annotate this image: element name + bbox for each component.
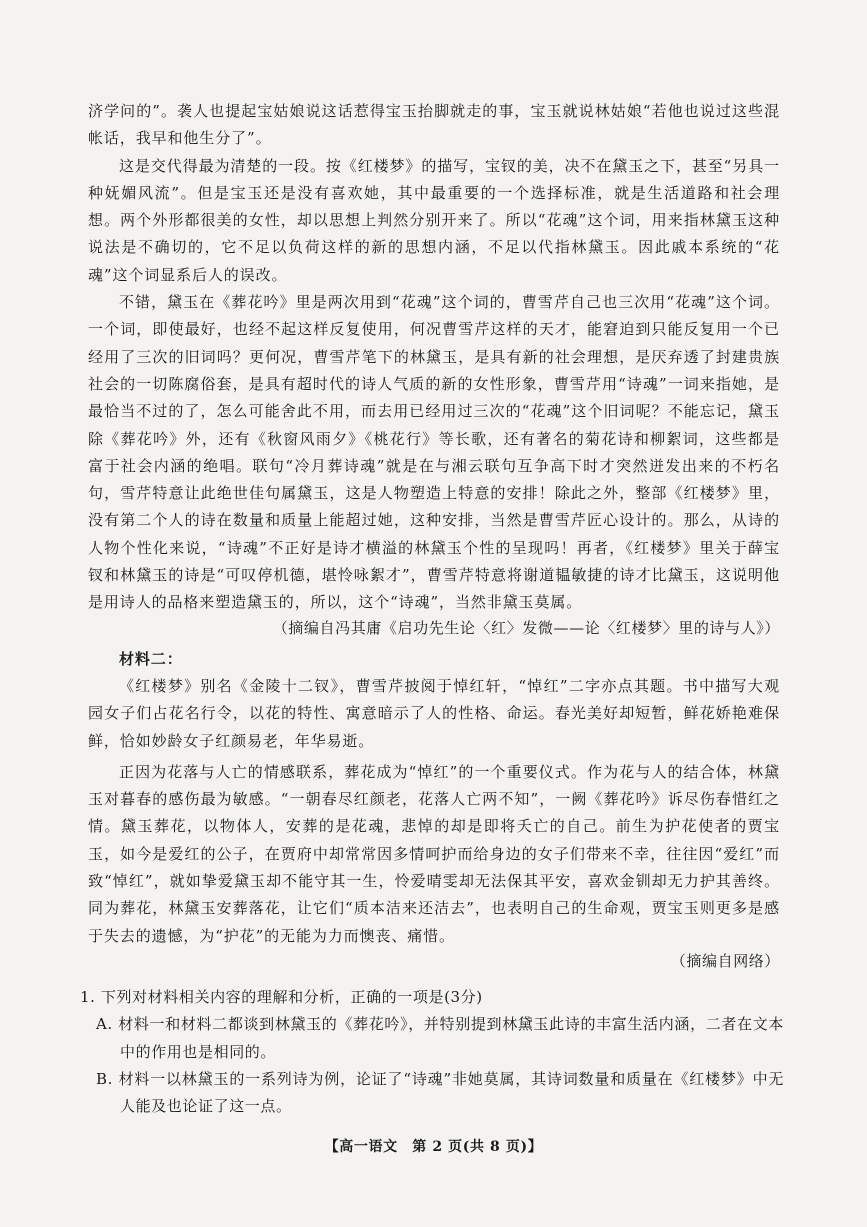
question-stem: 1. 下列对材料相关内容的理解和分析，正确的一项是(3分)	[80, 988, 483, 1006]
option-b: B. 材料一以林黛玉的一系列诗为例，论证了“诗魂”非她莫属，其诗词数量和质量在《红楼梦》中无人能及也论证了这一点。	[96, 1069, 784, 1116]
question-1	[80, 984, 784, 1120]
paragraph: 这是交代得最为清楚的一段。按《红楼梦》的描写，宝钗的美，决不在黛玉之下，甚至“另具一种妩媚风流”。但是宝玉还是没有喜欢她，其中最重要的一个选择标准，就是生活道路和社会理想。两个外形都很美的女性，却以思想上判然分别开来了。所以“花魂”这个词，用来指林黛玉这种说法是不确切的，它不足以负荷这样的新的思想内涵，不足以代指林黛玉。因此戚本系统的“花魂”这个词显系后人的误改。	[88, 156, 780, 284]
material1-tail	[88, 98, 780, 638]
material2	[88, 648, 780, 971]
option-a: A. 材料一和材料二都谈到林黛玉的《葬花吟》，并特别提到林黛玉此诗的丰富生活内涵，二者在文本中的作用也是相同的。	[96, 1015, 784, 1061]
source-citation: （摘编自冯其庸《启功先生论〈红〉发微——论〈红楼梦〉里的诗与人》）	[272, 618, 780, 637]
paragraph: 不错，黛玉在《葬花吟》里是两次用到“花魂”这个词的，曹雪芹自己也三次用“花魂”这个词。一个词，即使最好，也经不起这样反复使用，何况曹雪芹这样的天才，能窘迫到只能反复用一个已经用了三次的旧词吗？更何况，曹雪芹笔下的林黛玉，是具有新的社会理想，是厌弃透了封建贵族社会的一切陈腐俗套，是具有超时代的诗人气质的新的女性形象，曹雪芹用“诗魂”一词来指她，是最恰当不过的了，怎么可能舍此不用，而去用已经用过三次的“花魂”这个旧词呢？不能忘记，黛玉除《葬花吟》外，还有《秋窗风雨夕》《桃花行》等长歌，还有著名的菊花诗和柳絮词，这些都是富于社会内涵的绝唱。联句“冷月葬诗魂”就是在与湘云联句互争高下时才突然迸发出来的不朽名句，雪芹特意让此绝世佳句属黛玉，这是人物塑造上特意的安排！除此之外，整部《红楼梦》里，没有第二个人的诗在数量和质量上能超过她，这种安排，当然是曹雪芹匠心设计的。那么，从诗的人物个性化来说，“诗魂”不正好是诗才横溢的林黛玉个性的呈现吗！再者，《红楼梦》里关于薛宝钗和林黛玉的诗是“可叹停机德，堪怜咏絮才”，曹雪芹特意将谢道韫敏捷的诗才比黛玉，这说明他是用诗人的品格来塑造黛玉的，所以，这个“诗魂”，当然非黛玉莫属。	[88, 293, 780, 612]
paragraph: 《红楼梦》别名《金陵十二钗》，曹雪芹披阅于悼红轩，“悼红”二字亦点其题。书中描写大观园女子们占花名行令，以花的特性、寓意暗示了人的性格、命运。春光美好却短暂，鲜花娇艳难保鲜，恰如妙龄女子红颜易老，年华易逝。	[88, 677, 780, 750]
page-footer: 【高一语文 第 2 页(共 8 页)】	[324, 1139, 543, 1155]
material-heading: 材料二：	[119, 650, 183, 668]
source-citation: （摘编自网络）	[670, 951, 780, 970]
paragraph: 正因为花落与人亡的情感联系，葬花成为“悼红”的一个重要仪式。作为花与人的结合体，林黛玉对暮春的感伤最为敏感。“一朝春尽红颜老，花落人亡两不知”，一阙《葬花吟》诉尽伤春惜红之情。黛玉葬花，以物体人，安葬的是花魂，悲悼的却是即将夭亡的自己。前生为护花使者的贾宝玉，如今是爱红的公子，在贾府中却常常因多情呵护而给身边的女子们带来不幸，往往因“爱红”而致“悼红”，就如挚爱黛玉却不能守其一生，怜爱晴雯却无法保其平安，喜欢金钏却无力护其善终。同为葬花，林黛玉安葬落花，让它们“质本洁来还洁去”，也表明自己的生命观，贾宝玉则更多是感于失去的遗憾，为“护花”的无能为力而懊丧、痛惜。	[88, 762, 780, 945]
paragraph: 济学问的”。袭人也提起宝姑娘说这话惹得宝玉抬脚就走的事，宝玉就说林姑娘“若他也说过这些混帐话，我早和他生分了”。	[88, 102, 780, 148]
